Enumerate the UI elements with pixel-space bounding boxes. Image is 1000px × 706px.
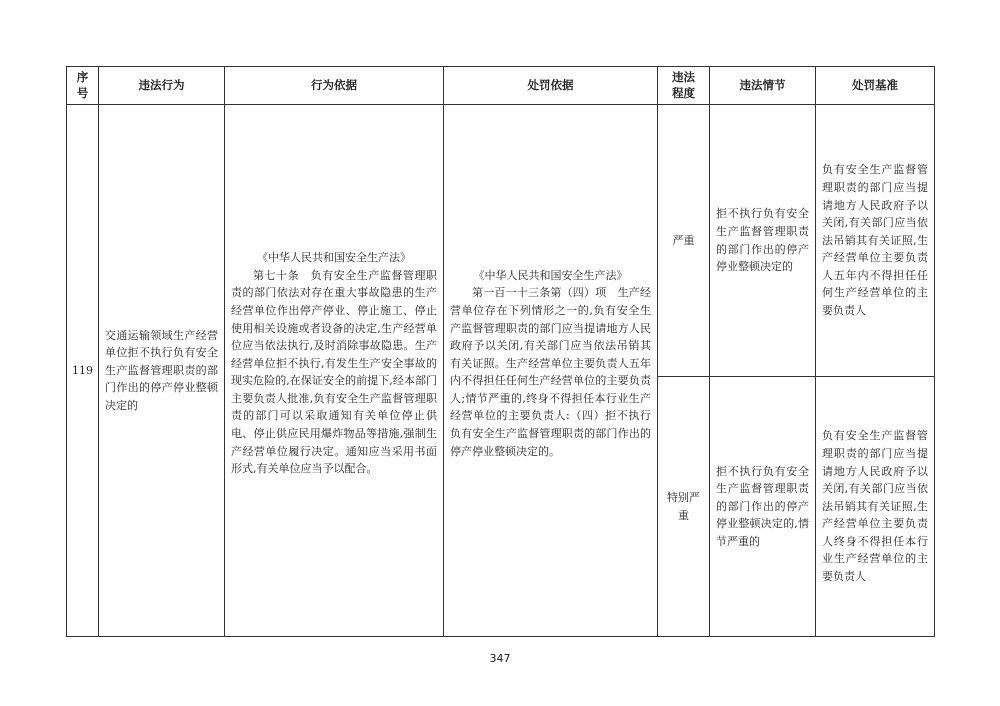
row-basis-cell [225, 105, 444, 637]
table-row [67, 105, 935, 377]
standard-serious-text: 负有安全生产监督管理职责的部门应当提请地方人民政府予以关闭,有关部门应当依法吊销其有关证照,生产经营单位主要负责人五年内不得担任任何生产经营单位的主要负责人 [822, 163, 928, 318]
degree-serious-text: 严重 [672, 233, 695, 247]
circumstance-very-serious-text: 拒不执行负有安全生产监督管理职责的部门作出的停产停业整顿决定的,情节严重的 [716, 464, 809, 548]
penalty-title: 《中华人民共和国安全生产法》 [473, 268, 628, 282]
header-basis: 行为依据 [225, 67, 444, 105]
standard-very-serious [816, 377, 935, 637]
degree-very-serious-text: 特别严重 [667, 490, 700, 522]
basis-title: 《中华人民共和国安全生产法》 [257, 251, 411, 265]
header-penalty-basis: 处罚依据 [444, 67, 658, 105]
header-standard: 处罚基准 [816, 67, 935, 105]
penalty-text: 第一百一十三条第（四）项 生产经营单位存在下列情形之一的,负有安全生产监督管理职责的部门应当提请地方人民政府予以关闭,有关部门应当依法吊销其有关证照。生产经营单位主要负责人五年内不得担任任何生产经营单位的主要负责人;情节严重的,终身不得担任本行业生产经营单位的主要负责人:（四）拒不执行负有安全生产监督管理职责的部门作出的停产停业整顿决定的。 [450, 286, 651, 458]
standard-serious [816, 105, 935, 377]
degree-serious [658, 105, 710, 377]
circumstance-serious-text: 拒不执行负有安全生产监督管理职责的部门作出的停产停业整顿决定的 [716, 207, 809, 274]
header-degree: 违法 程度 [658, 67, 710, 105]
header-behavior: 违法行为 [99, 67, 225, 105]
basis-text: 第七十条 负有安全生产监督管理职责的部门依法对存在重大事故隐患的生产经营单位作出停产停业、停止施工、停止使用相关设施或者设备的决定,生产经营单位应当依法执行,及时消除事故隐患。生产经营单位拒不执行,有发生生产安全事故的现实危险的,在保证安全的前提下,经本部门主要负责人批准,负有安全生产监督管理职责的部门可以采取通知有关单位停止供电、停止供应民用爆炸物品等措施,强制生产经营单位履行决定。通知应当采用书面形式,有关单位应当予以配合。 [231, 268, 437, 476]
header-seq: 序 号 [67, 67, 99, 105]
penalty-standard-table [66, 66, 935, 637]
row-penalty-cell [444, 105, 658, 637]
header-circumstance: 违法情节 [710, 67, 816, 105]
degree-very-serious [658, 377, 710, 637]
circumstance-very-serious [710, 377, 816, 637]
row-behavior: 交通运输领域生产经营单位拒不执行负有安全生产监督管理职责的部门作出的停产停业整顿决定的 [105, 328, 218, 412]
row-behavior-cell [99, 105, 225, 637]
circumstance-serious [710, 105, 816, 377]
standard-very-serious-text: 负有安全生产监督管理职责的部门应当提请地方人民政府予以关闭,有关部门应当依法吊销其有关证照,生产经营单位主要负责人终身不得担任本行业生产经营单位的主要负责人 [822, 429, 928, 584]
table-header-row [67, 67, 935, 105]
page-number: 347 [489, 652, 511, 665]
row-seq: 119 [67, 105, 99, 637]
